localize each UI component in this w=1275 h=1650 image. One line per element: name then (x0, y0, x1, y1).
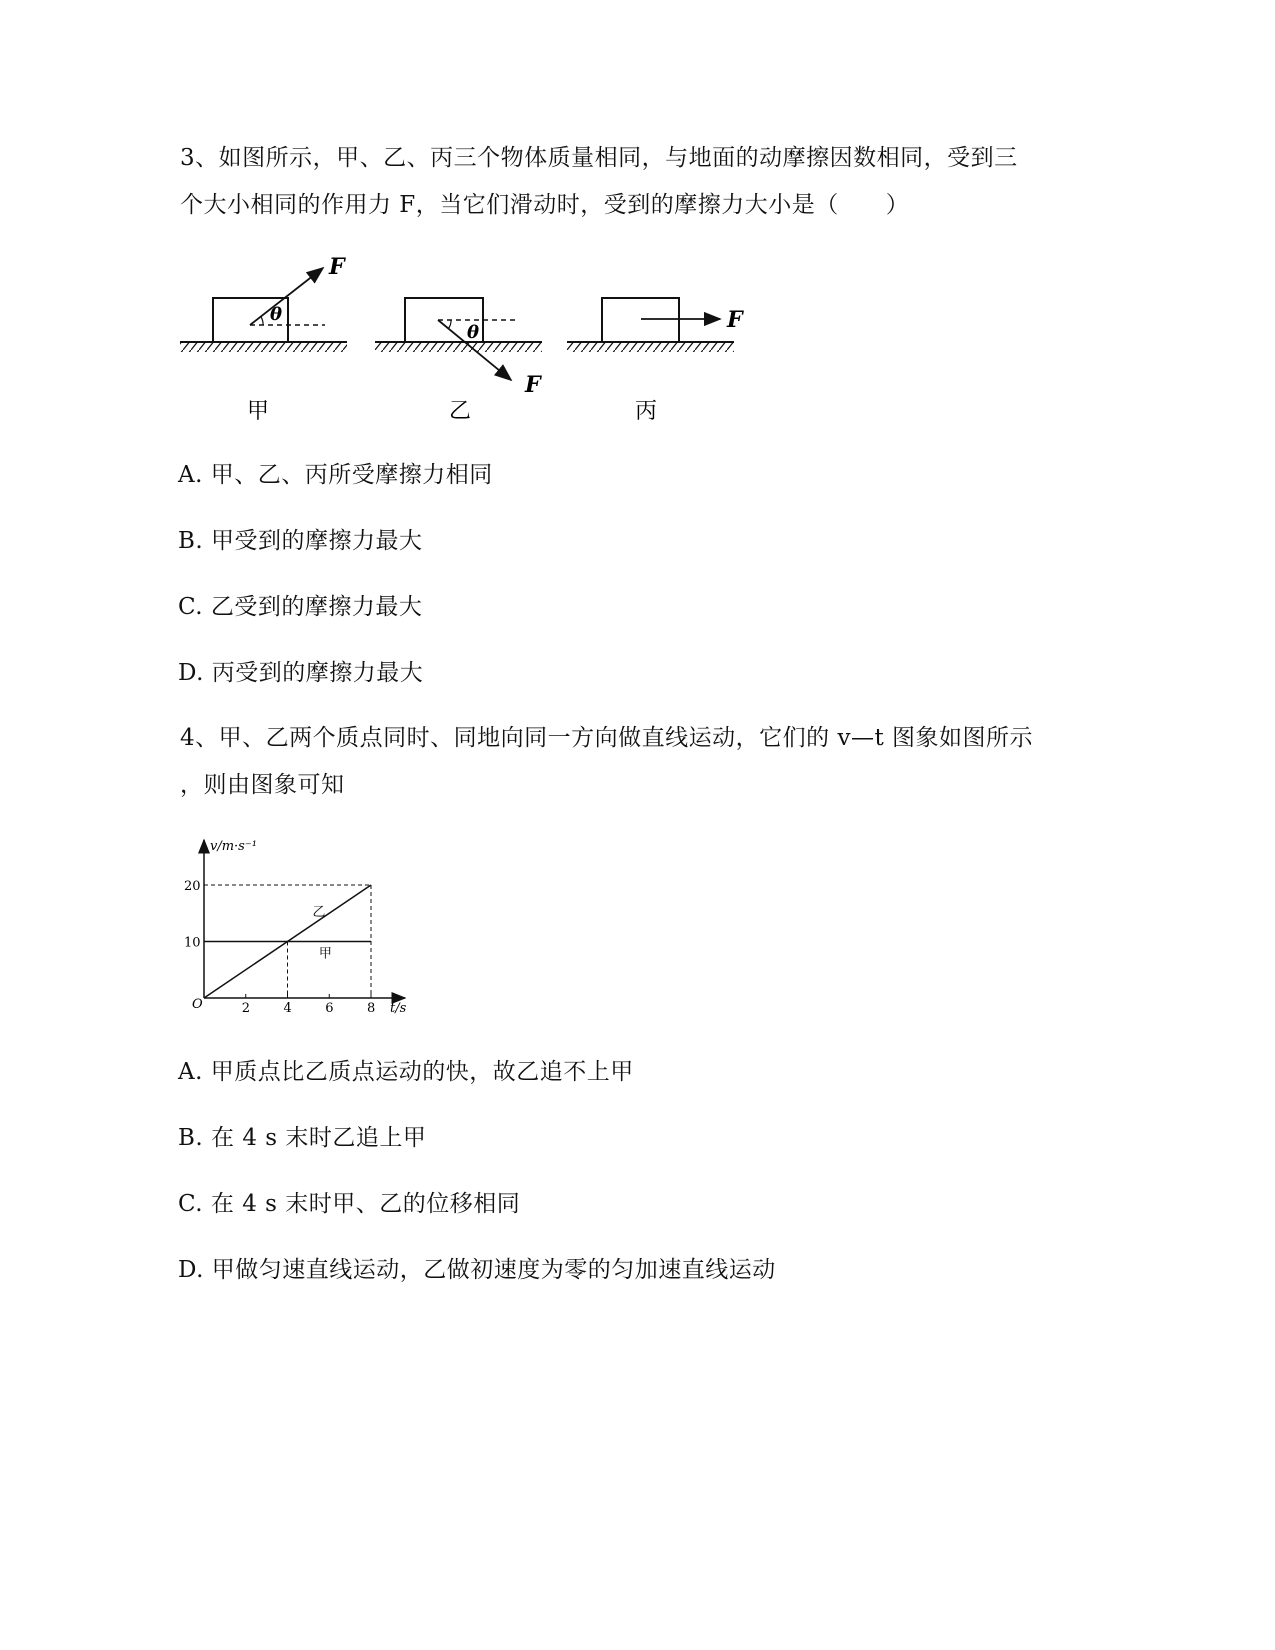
q3-option-a: A. 甲、乙、丙所受摩擦力相同 (178, 462, 493, 488)
angle-label-jia: θ (270, 304, 283, 325)
q3-stem-line1: 3、如图所示，甲、乙、丙三个物体质量相同，与地面的动摩擦因数相同，受到三 (180, 145, 1018, 171)
chart-series (204, 885, 371, 998)
x-tick-label: 8 (367, 1001, 376, 1016)
diagram-jia (180, 254, 347, 424)
q4-option-d: D. 甲做匀速直线运动，乙做初速度为零的匀加速直线运动 (178, 1257, 776, 1283)
block-bing (602, 298, 679, 342)
y-tick-label: 10 (184, 935, 201, 951)
q3-option-c: C. 乙受到的摩擦力最大 (178, 594, 423, 620)
series-label-0: 甲 (318, 946, 332, 962)
vt-chart (180, 830, 420, 1030)
y-axis-label: v/m·s⁻¹ (210, 839, 257, 854)
caption-yi: 乙 (449, 399, 472, 424)
y-tick-label: 20 (184, 879, 201, 894)
caption-bing: 丙 (635, 399, 658, 424)
q4-option-c: C. 在 4 s 末时甲、乙的位移相同 (178, 1191, 521, 1217)
diagram-bing (567, 298, 744, 424)
q3-stem-line2: 个大小相同的作用力 F，当它们滑动时，受到的摩擦力大小是（ ） (180, 192, 910, 218)
force-label-yi: F (525, 372, 541, 398)
angle-label-yi: θ (467, 322, 480, 343)
x-tick-label: 2 (241, 1001, 251, 1016)
diagram-yi (375, 298, 542, 424)
q4-stem-line2: ，则由图象可知 (180, 772, 345, 798)
origin-label: O (192, 997, 203, 1012)
x-tick-label: 4 (283, 1001, 292, 1016)
q3-option-b: B. 甲受到的摩擦力最大 (178, 528, 423, 554)
q3-option-d: D. 丙受到的摩擦力最大 (178, 660, 424, 686)
x-axis-label: t/s (390, 1001, 407, 1016)
q3-force-diagram (175, 250, 775, 430)
q4-option-a: A. 甲质点比乙质点运动的快，故乙追不上甲 (178, 1059, 634, 1085)
force-label-jia: F (329, 254, 345, 280)
force-label-bing: F (727, 307, 743, 333)
x-tick-label: 6 (325, 1001, 334, 1016)
series-label-1: 乙 (312, 905, 326, 921)
caption-jia: 甲 (247, 399, 270, 424)
q4-stem-line1: 4、甲、乙两个质点同时、同地向同一方向做直线运动，它们的 v—t 图象如图所示 (180, 725, 1033, 751)
q4-option-b: B. 在 4 s 末时乙追上甲 (178, 1125, 427, 1151)
